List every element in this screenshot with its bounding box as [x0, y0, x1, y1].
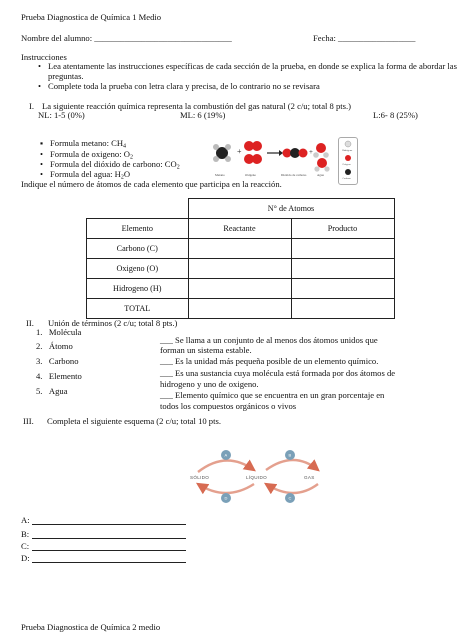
- table-row: TOTAL: [87, 299, 395, 319]
- label-dioxido: Dióxido de carbono: [281, 173, 307, 177]
- state-solido: SÓLIDO: [190, 475, 210, 480]
- answer-label-b: B:: [21, 529, 30, 539]
- carbono-legend-icon: [345, 169, 351, 175]
- table-row: Hidrogeno (H): [87, 279, 395, 299]
- svg-text:Hidrógeno: Hidrógeno: [342, 149, 353, 152]
- section2-title: Unión de términos (2 c/u; total 8 pts.): [48, 318, 178, 328]
- level-nl: NL: 1-5 (0%): [38, 110, 85, 120]
- term-3: 3. Carbono: [36, 356, 79, 366]
- svg-text:D: D: [224, 495, 228, 501]
- term-4: 4. Elemento: [36, 371, 82, 381]
- arrow-d-icon: [198, 484, 254, 493]
- label-metano: Metano: [215, 173, 225, 177]
- answer-cell[interactable]: [291, 239, 394, 259]
- answer-line-d[interactable]: [32, 562, 186, 563]
- term-2: 2. Átomo: [36, 341, 73, 351]
- section2-numeral: II.: [26, 318, 34, 328]
- instructions-heading: Instrucciones: [21, 52, 67, 62]
- answer-line-a[interactable]: [32, 524, 186, 525]
- instruction-item-2: • Complete toda la prueba con letra clara y precisa, de lo contrario no se revisara: [48, 81, 320, 91]
- agua-molecule-icon: [313, 143, 329, 172]
- arrow-right-icon: [267, 150, 283, 156]
- table-row: Oxigeno (O): [87, 259, 395, 279]
- level-l: L:6- 8 (25%): [373, 110, 418, 120]
- oxigeno-legend-icon: [345, 155, 351, 161]
- date-field[interactable]: Fecha: __________________: [313, 33, 416, 43]
- oxigeno-molecule-icon: [244, 141, 262, 164]
- term-1: 1. Molécula: [36, 327, 82, 337]
- formula-oxigeno: • Formula de oxigeno: $O_2$: [50, 149, 133, 161]
- metano-molecule-icon: [213, 144, 231, 162]
- instruction-item-1: • Lea atentamente las instrucciones específicas de cada sección de la prueba, en donde se explica la forma de abordar las: [48, 61, 457, 71]
- table-header-producto: Producto: [291, 219, 394, 239]
- label-oxigeno: Oxígeno: [245, 173, 256, 177]
- arrow-a-icon: [198, 460, 254, 472]
- svg-text:A: A: [224, 452, 228, 458]
- definition-3-cont: hidrogeno y uno de oxigeno.: [160, 379, 259, 389]
- student-name-field[interactable]: Nombre del alumno: ________________________________: [21, 33, 232, 43]
- page-title: Prueba Diagnostica de Química 1 Medio: [21, 12, 162, 22]
- definition-4-cont: todos los compuestos orgánicos o vivos: [160, 401, 297, 411]
- section1-title: La siguiente reacción química representa la combustión del gas natural (2 c/u; total 8 pts.): [42, 101, 352, 111]
- next-page-title: Prueba Diagnostica de Química 2 medio: [21, 622, 161, 632]
- formula-metano: ▪ Formula metano: $CH_4$: [50, 138, 126, 150]
- level-ml: ML: 6 (19%): [180, 110, 226, 120]
- answer-label-d: D:: [21, 553, 30, 563]
- hidrogeno-legend-icon: [345, 141, 351, 147]
- formula-agua: • Formula del agua: $H_2O$: [50, 169, 130, 181]
- atom-legend: [338, 137, 358, 185]
- table-header-elemento: Elemento: [87, 219, 189, 239]
- answer-cell[interactable]: [291, 259, 394, 279]
- table-group-header: N° de Atomos: [188, 199, 394, 219]
- definition-1-cont: forman un sistema estable.: [160, 345, 252, 355]
- definition-1: ___ Se llama a un conjunto de al menos dos átomos unidos que: [160, 335, 378, 345]
- section1-numeral: I.: [29, 101, 35, 111]
- answer-line-c[interactable]: [32, 550, 186, 551]
- label-agua: Agua: [317, 173, 324, 177]
- definition-3: ___ Es una sustancia cuya molécula está formada por dos átomos de: [160, 368, 396, 378]
- section3-numeral: III.: [23, 416, 34, 426]
- definition-4: ___ Elemento químico que se encuentra en un gran porcentaje en: [160, 390, 385, 400]
- answer-label-a: A:: [21, 515, 30, 525]
- state-liquido: LÍQUIDO: [246, 475, 267, 480]
- reaction-illustration: [205, 136, 335, 178]
- answer-cell[interactable]: [291, 279, 394, 299]
- answer-label-c: C:: [21, 541, 30, 551]
- svg-text:C: C: [288, 495, 292, 501]
- answer-cell[interactable]: [291, 299, 394, 319]
- atoms-table: [86, 198, 395, 319]
- table-row: Carbono (C): [87, 239, 395, 259]
- section3-title: Completa el siguiente esquema (2 c/u; total 10 pts.: [47, 416, 221, 426]
- instruction-item-1-cont: preguntas.: [48, 71, 84, 81]
- states-schema: [170, 446, 330, 506]
- answer-cell[interactable]: [188, 299, 291, 319]
- arrow-c-icon: [266, 484, 318, 493]
- state-gas: GAS: [304, 475, 315, 480]
- term-5: 5. Agua: [36, 386, 68, 396]
- svg-text:Carbono: Carbono: [342, 177, 351, 180]
- svg-text:+: +: [309, 148, 313, 156]
- arrow-b-icon: [266, 460, 318, 470]
- plus-sign-icon: +: [237, 147, 242, 156]
- answer-line-b[interactable]: [32, 538, 186, 539]
- answer-cell[interactable]: [188, 279, 291, 299]
- dioxido-molecule-icon: [283, 148, 308, 158]
- table-header-reactante: Reactante: [188, 219, 291, 239]
- section1-question: Indique el número de átomos de cada elemento que participa en la reacción.: [21, 179, 282, 189]
- formula-dioxido: • Formula del dióxido de carbono: $CO_2$: [50, 159, 180, 171]
- definition-2: ___ Es la unidad más pequeña posible de un elemento químico.: [160, 356, 379, 366]
- svg-text:B: B: [288, 452, 292, 458]
- answer-cell[interactable]: [188, 239, 291, 259]
- answer-cell[interactable]: [188, 259, 291, 279]
- svg-text:Oxígeno: Oxígeno: [342, 163, 351, 166]
